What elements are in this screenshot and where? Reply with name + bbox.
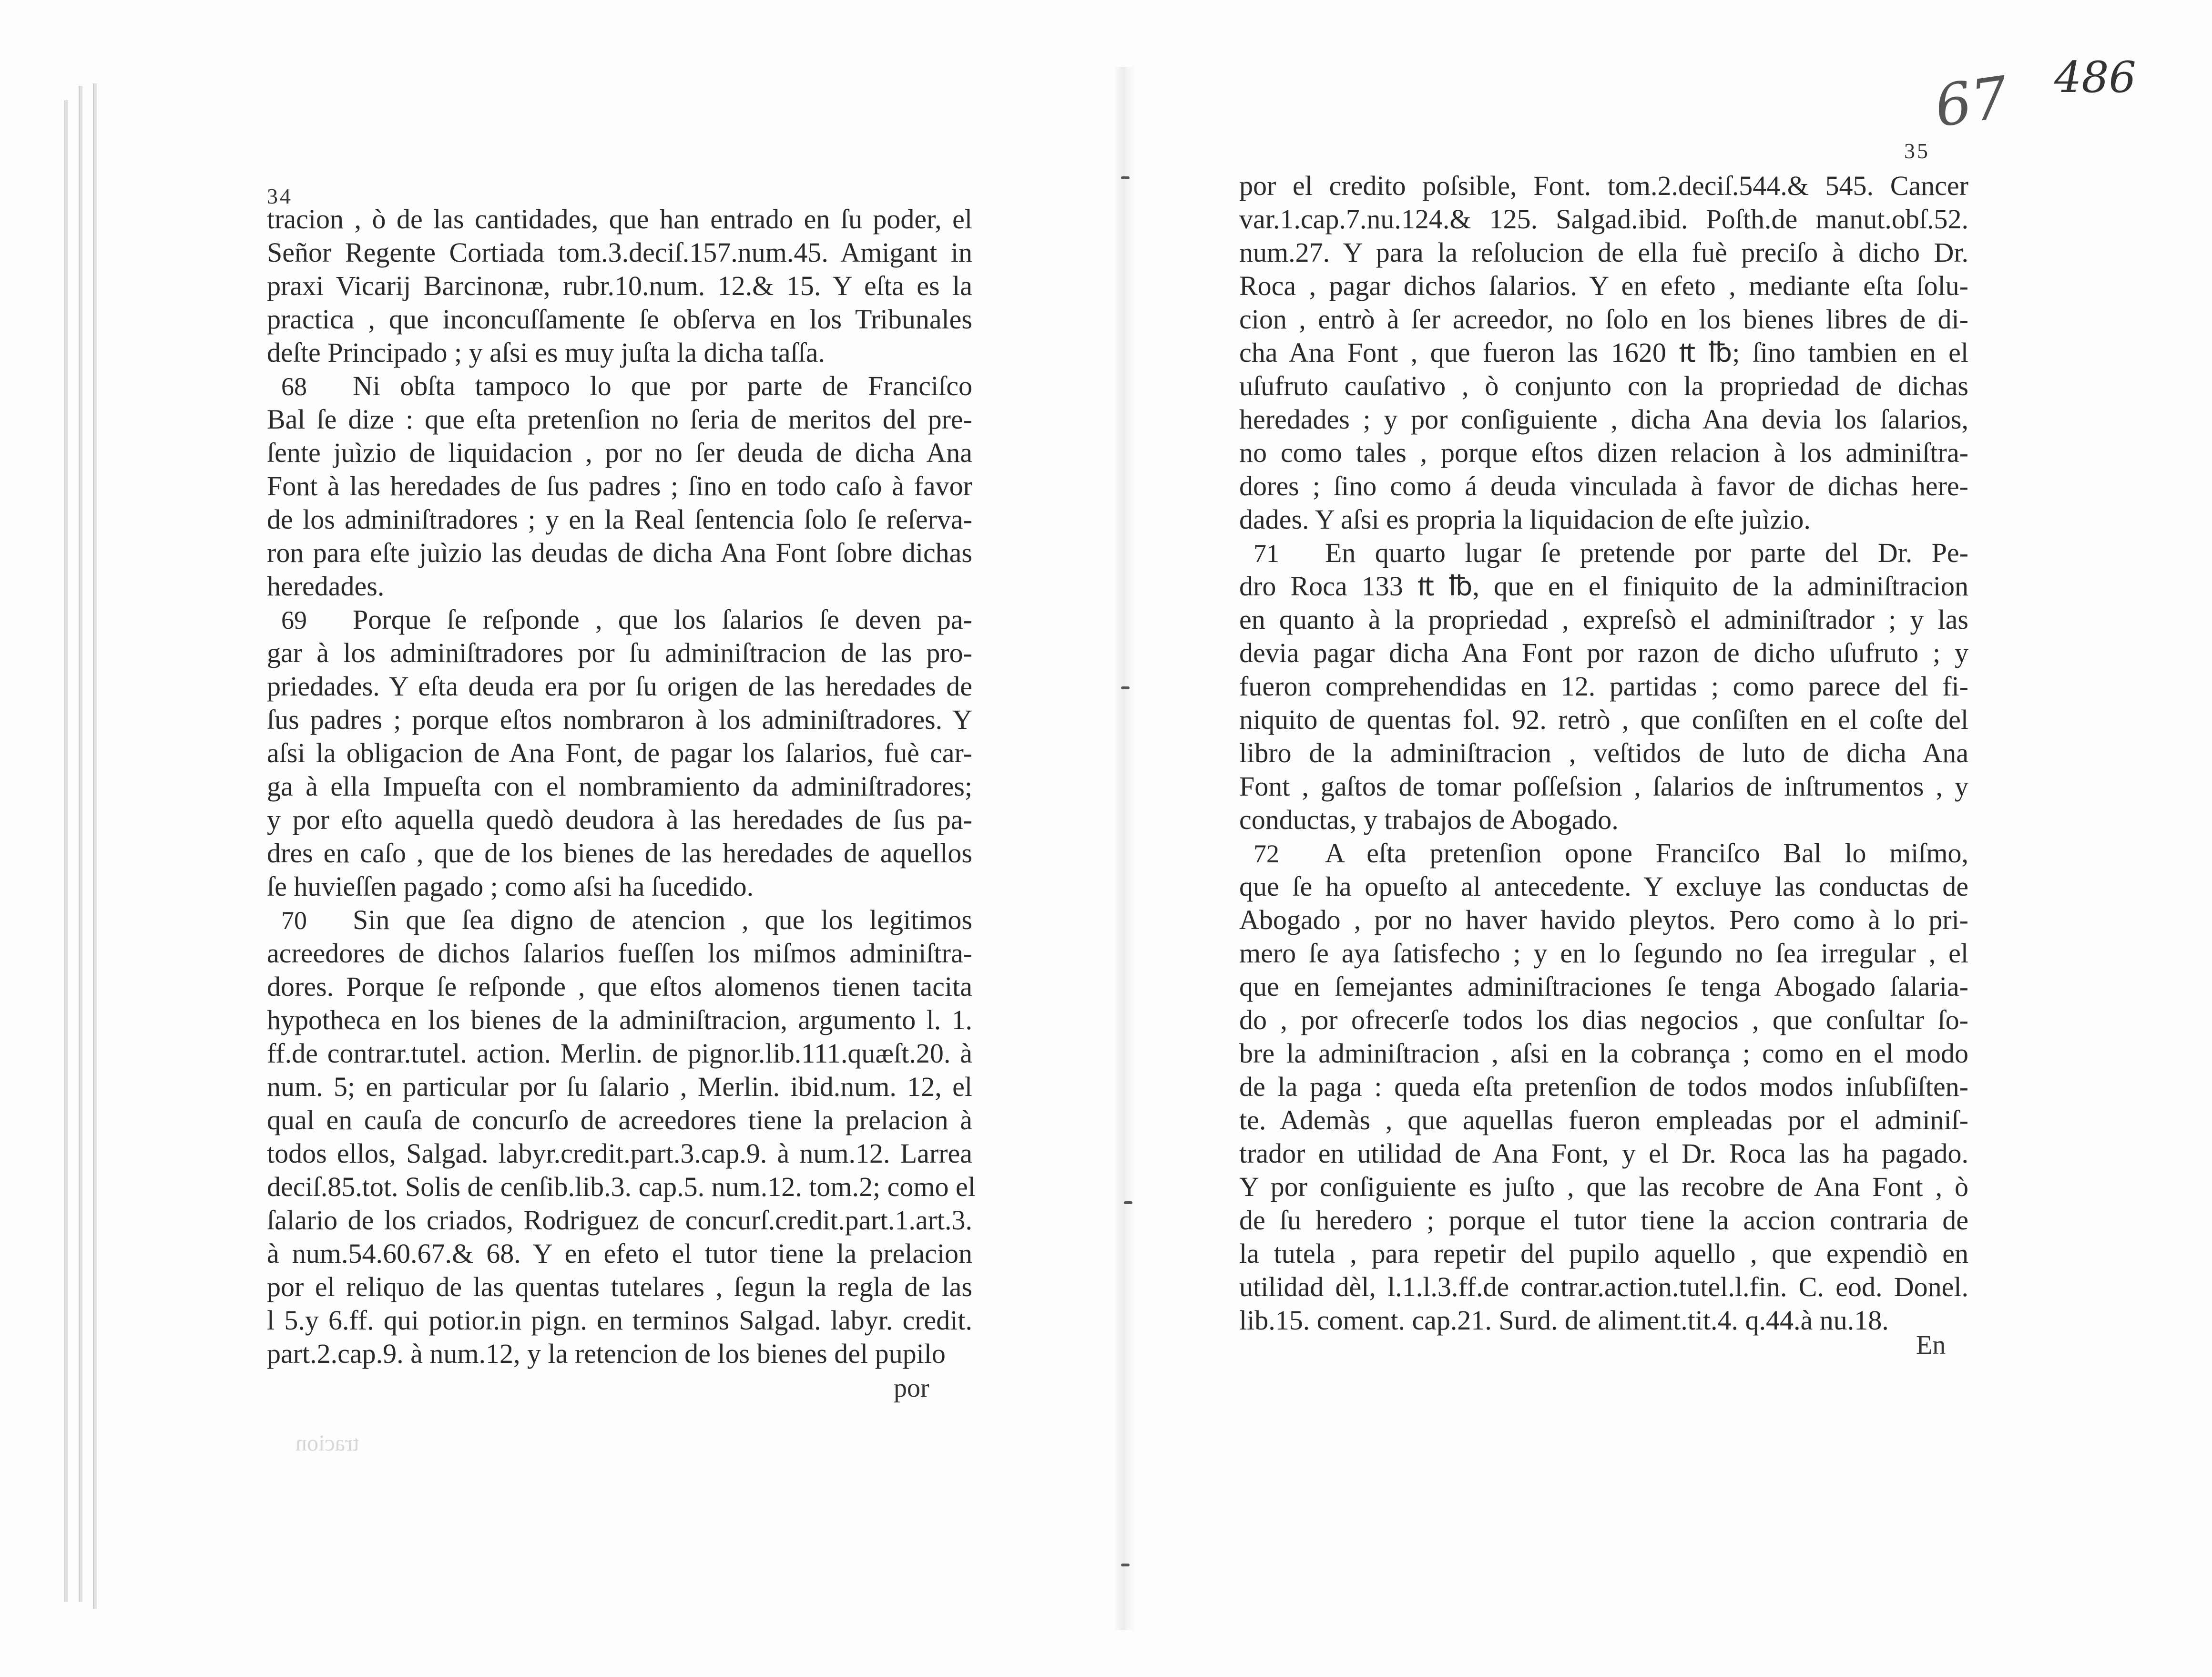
handwritten-mark: 486	[2054, 52, 2136, 102]
text-line: mero ſe aya ſatisfecho ; y en lo ſegundo no ſea irregular , el	[1239, 938, 1968, 969]
paragraph-number: 70	[281, 906, 307, 935]
text-line: conductas, y trabajos de Abogado.	[1239, 804, 1619, 835]
paragraph-number: 69	[281, 606, 307, 634]
text-line: trador en utilidad de Ana Font, y el Dr. Roca las ha pagado.	[1239, 1138, 1968, 1169]
text-line: qual en cauſa de concurſo de acreedores tiene la prelacion à	[267, 1104, 972, 1135]
text-line: tracion , ò de las cantidades, que han entrado en ſu poder, el	[267, 204, 972, 235]
text-line: de ſu heredero ; porque el tutor tiene la accion contraria de	[1239, 1205, 1968, 1236]
text-line: Señor Regente Cortiada tom.3.deciſ.157.num.45. Amigant in	[267, 237, 972, 268]
text-line: ſente juìzio de liquidacion , por no ſer deuda de dicha Ana	[267, 437, 972, 468]
text-line: ſus padres ; porque eſtos nombraron à los adminiſtradores. Y	[267, 704, 972, 735]
text-line: dro Roca 133 ₶ ℔, que en el finiquito de la adminiſtracion	[1239, 571, 1968, 602]
text-line: dres en caſo , que de los bienes de las heredades de aquellos	[267, 838, 972, 869]
text-line	[267, 903, 972, 937]
text-line: praxi Vicarij Barcinonæ, rubr.10.num. 12.& 15. Y eſta es la	[267, 270, 972, 301]
text-line: ron para eſte juìzio las deudas de dicha Ana Font ſobre dichas	[267, 537, 972, 568]
text-line: ff.de contrar.tutel. action. Merlin. de pignor.lib.111.quæſt.20. à	[267, 1038, 972, 1069]
text-line: ſe huvieſſen pagado ; como aſsi ha ſucedido.	[267, 871, 754, 902]
text-line: que en ſemejantes adminiſtraciones ſe tenga Abogado ſalaria-	[1239, 971, 1968, 1002]
right-page-body	[1239, 169, 1968, 1337]
text-line: gar à los adminiſtradores por ſu adminiſtracion de las pro-	[267, 637, 972, 668]
text-line: à num.54.60.67.& 68. Y en efeto el tutor tiene la prelacion	[267, 1238, 972, 1269]
text-line: ſalario de los criados, Rodriguez de concurſ.credit.part.1.art.3.	[267, 1205, 972, 1236]
page-stack-edge	[93, 83, 97, 1609]
binding-gutter	[1115, 67, 1134, 1630]
text-line: cha Ana Font , que fueron las 1620 ₶ ℔; ſino tambien en el	[1239, 337, 1968, 368]
text-line: que ſe ha opueſto al antecedente. Y excluye las conductas de	[1239, 871, 1968, 902]
text-line: utilidad dèl, l.1.l.3.ff.de contrar.action.tutel.l.fin. C. eod. Donel.	[1239, 1271, 1968, 1302]
text-line: priedades. Y eſta deuda era por ſu origen de las heredades de	[267, 671, 972, 702]
page-stack-edge	[79, 86, 82, 1602]
text-line: heredades.	[267, 571, 385, 602]
text-line: Y por conſiguiente es juſto , que las recobre de Ana Font , ò	[1239, 1171, 1968, 1202]
catchword: por	[894, 1373, 929, 1403]
page-number: 34	[267, 184, 293, 208]
text-line: no como tales , porque eſtos dizen relacion à los adminiſtra-	[1239, 437, 1968, 468]
page-stack-edge	[64, 100, 68, 1602]
text-line: por el reliquo de las quentas tutelares , ſegun la regla de las	[267, 1271, 972, 1302]
text-line: de la paga : queda eſta pretenſion de todos modos inſubſiſten-	[1239, 1071, 1968, 1102]
text-line: aſsi la obligacion de Ana Font, de pagar los ſalarios, fuè car-	[267, 737, 972, 768]
text-line: num.27. Y para la reſolucion de ella fuè preciſo à dicho Dr.	[1239, 237, 1968, 268]
text-line: libro de la adminiſtracion , veſtidos de luto de dicha Ana	[1239, 737, 1968, 768]
left-page-body	[267, 203, 976, 1370]
binding-stitch	[1121, 686, 1130, 689]
text-line: y por eſto aquella quedò deudora à las heredades de ſus pa-	[267, 804, 972, 835]
text-line	[1239, 536, 1968, 570]
text-line: cion , entrò à ſer acreedor, no ſolo en los bienes libres de di-	[1239, 304, 1968, 335]
text-line	[267, 603, 972, 636]
paragraph-text: A eſta pretenſion opone Franciſco Bal lo miſmo,	[1325, 838, 1968, 869]
paragraph-text: Ni obſta tampoco lo que por parte de Franciſco	[353, 370, 972, 401]
text-line: de los adminiſtradores ; y en la Real ſentencia ſolo ſe reſerva-	[267, 504, 972, 535]
text-line: deciſ.85.tot. Solis de cenſib.lib.3. cap.5. num.12. tom.2; como el	[267, 1171, 976, 1202]
text-line: fueron comprehendidas en 12. partidas ; como parece del fi-	[1239, 671, 1968, 702]
show-through-text: tracion	[296, 1431, 359, 1456]
catchword: En	[1916, 1330, 1946, 1360]
text-line: dores ; ſino como á deuda vinculada à favor de dichas here-	[1239, 470, 1968, 501]
text-line: por el credito poſsible, Font. tom.2.deciſ.544.& 545. Cancer	[1239, 170, 1968, 201]
paragraph-number: 71	[1254, 539, 1279, 568]
text-line: dades. Y aſsi es propria la liquidacion de eſte juìzio.	[1239, 504, 1811, 535]
text-line: Font à las heredades de ſus padres ; ſino en todo caſo à favor	[267, 470, 972, 501]
text-line: devia pagar dicha Ana Font por razon de dicho uſufruto ; y	[1239, 637, 1968, 668]
text-line: lib.15. coment. cap.21. Surd. de aliment.tit.4. q.44.à nu.18.	[1239, 1305, 1889, 1336]
text-line: ga à ella Impueſta con el nombramiento da adminiſtradores;	[267, 771, 972, 802]
text-line: l 5.y 6.ff. qui potior.in pign. en terminos Salgad. labyr. credit.	[267, 1305, 972, 1336]
text-line: la tutela , para repetir del pupilo aquello , que expendiò en	[1239, 1238, 1968, 1269]
paragraph-text: Sin que ſea digno de atencion , que los legitimos	[353, 904, 972, 935]
text-line: uſufruto cauſativo , ò conjunto con la propriedad de dichas	[1239, 370, 1968, 401]
paragraph-number: 72	[1254, 839, 1279, 868]
text-line: practica , que inconcuſſamente ſe obſerva en los Tribunales	[267, 304, 972, 335]
text-line: bre la adminiſtracion , aſsi en la cobrança ; como en el modo	[1239, 1038, 1968, 1069]
text-line: var.1.cap.7.nu.124.& 125. Salgad.ibid. Poſth.de manut.obſ.52.	[1239, 204, 1968, 235]
text-line: Font , gaſtos de tomar poſſeſsion , ſalarios de inſtrumentos , y	[1239, 771, 1968, 802]
binding-stitch	[1121, 176, 1130, 179]
text-line: en quanto à la propriedad , expreſsò el adminiſtrador ; y las	[1239, 604, 1968, 635]
text-line	[1239, 837, 1968, 870]
handwritten-folio-number: 67	[1931, 64, 2012, 140]
text-line	[267, 369, 972, 403]
text-line: do , por ofrecerſe todos los dias negocios , que conſultar ſo-	[1239, 1004, 1968, 1035]
text-line: Roca , pagar dichos ſalarios. Y en efeto , mediante eſta ſolu-	[1239, 270, 1968, 301]
text-line: Abogado , por no haver havido pleytos. Pero como à lo pri-	[1239, 904, 1968, 935]
text-line: acreedores de dichos ſalarios fueſſen los miſmos adminiſtra-	[267, 938, 972, 969]
text-line: heredades ; y por conſiguiente , dicha Ana devia los ſalarios,	[1239, 404, 1968, 435]
binding-stitch	[1121, 1564, 1130, 1566]
paragraph-text: Porque ſe reſponde , que los ſalarios ſe deven pa-	[353, 604, 972, 635]
text-line: Bal ſe dize : que eſta pretenſion no ſeria de meritos del pre-	[267, 404, 972, 435]
binding-stitch	[1124, 1201, 1132, 1204]
text-line: hypotheca en los bienes de la adminiſtracion, argumento l. 1.	[267, 1004, 972, 1035]
text-line: num. 5; en particular por ſu ſalario , Merlin. ibid.num. 12, el	[267, 1071, 972, 1102]
paragraph-text: En quarto lugar ſe pretende por parte del Dr. Pe-	[1325, 537, 1968, 568]
text-line: deſte Principado ; y aſsi es muy juſta la dicha taſſa.	[267, 337, 825, 368]
text-line: dores. Porque ſe reſponde , que eſtos alomenos tienen tacita	[267, 971, 972, 1002]
text-line: niquito de quentas fol. 92. retrò , que conſiſten en el coſte del	[1239, 704, 1968, 735]
text-line: te. Ademàs , que aquellas fueron empleadas por el adminiſ-	[1239, 1104, 1968, 1135]
paragraph-number: 68	[281, 372, 307, 401]
text-line: part.2.cap.9. à num.12, y la retencion de los bienes del pupilo	[267, 1338, 946, 1369]
page-number: 35	[1904, 139, 1930, 163]
text-line: todos ellos, Salgad. labyr.credit.part.3.cap.9. à num.12. Larrea	[267, 1138, 972, 1169]
